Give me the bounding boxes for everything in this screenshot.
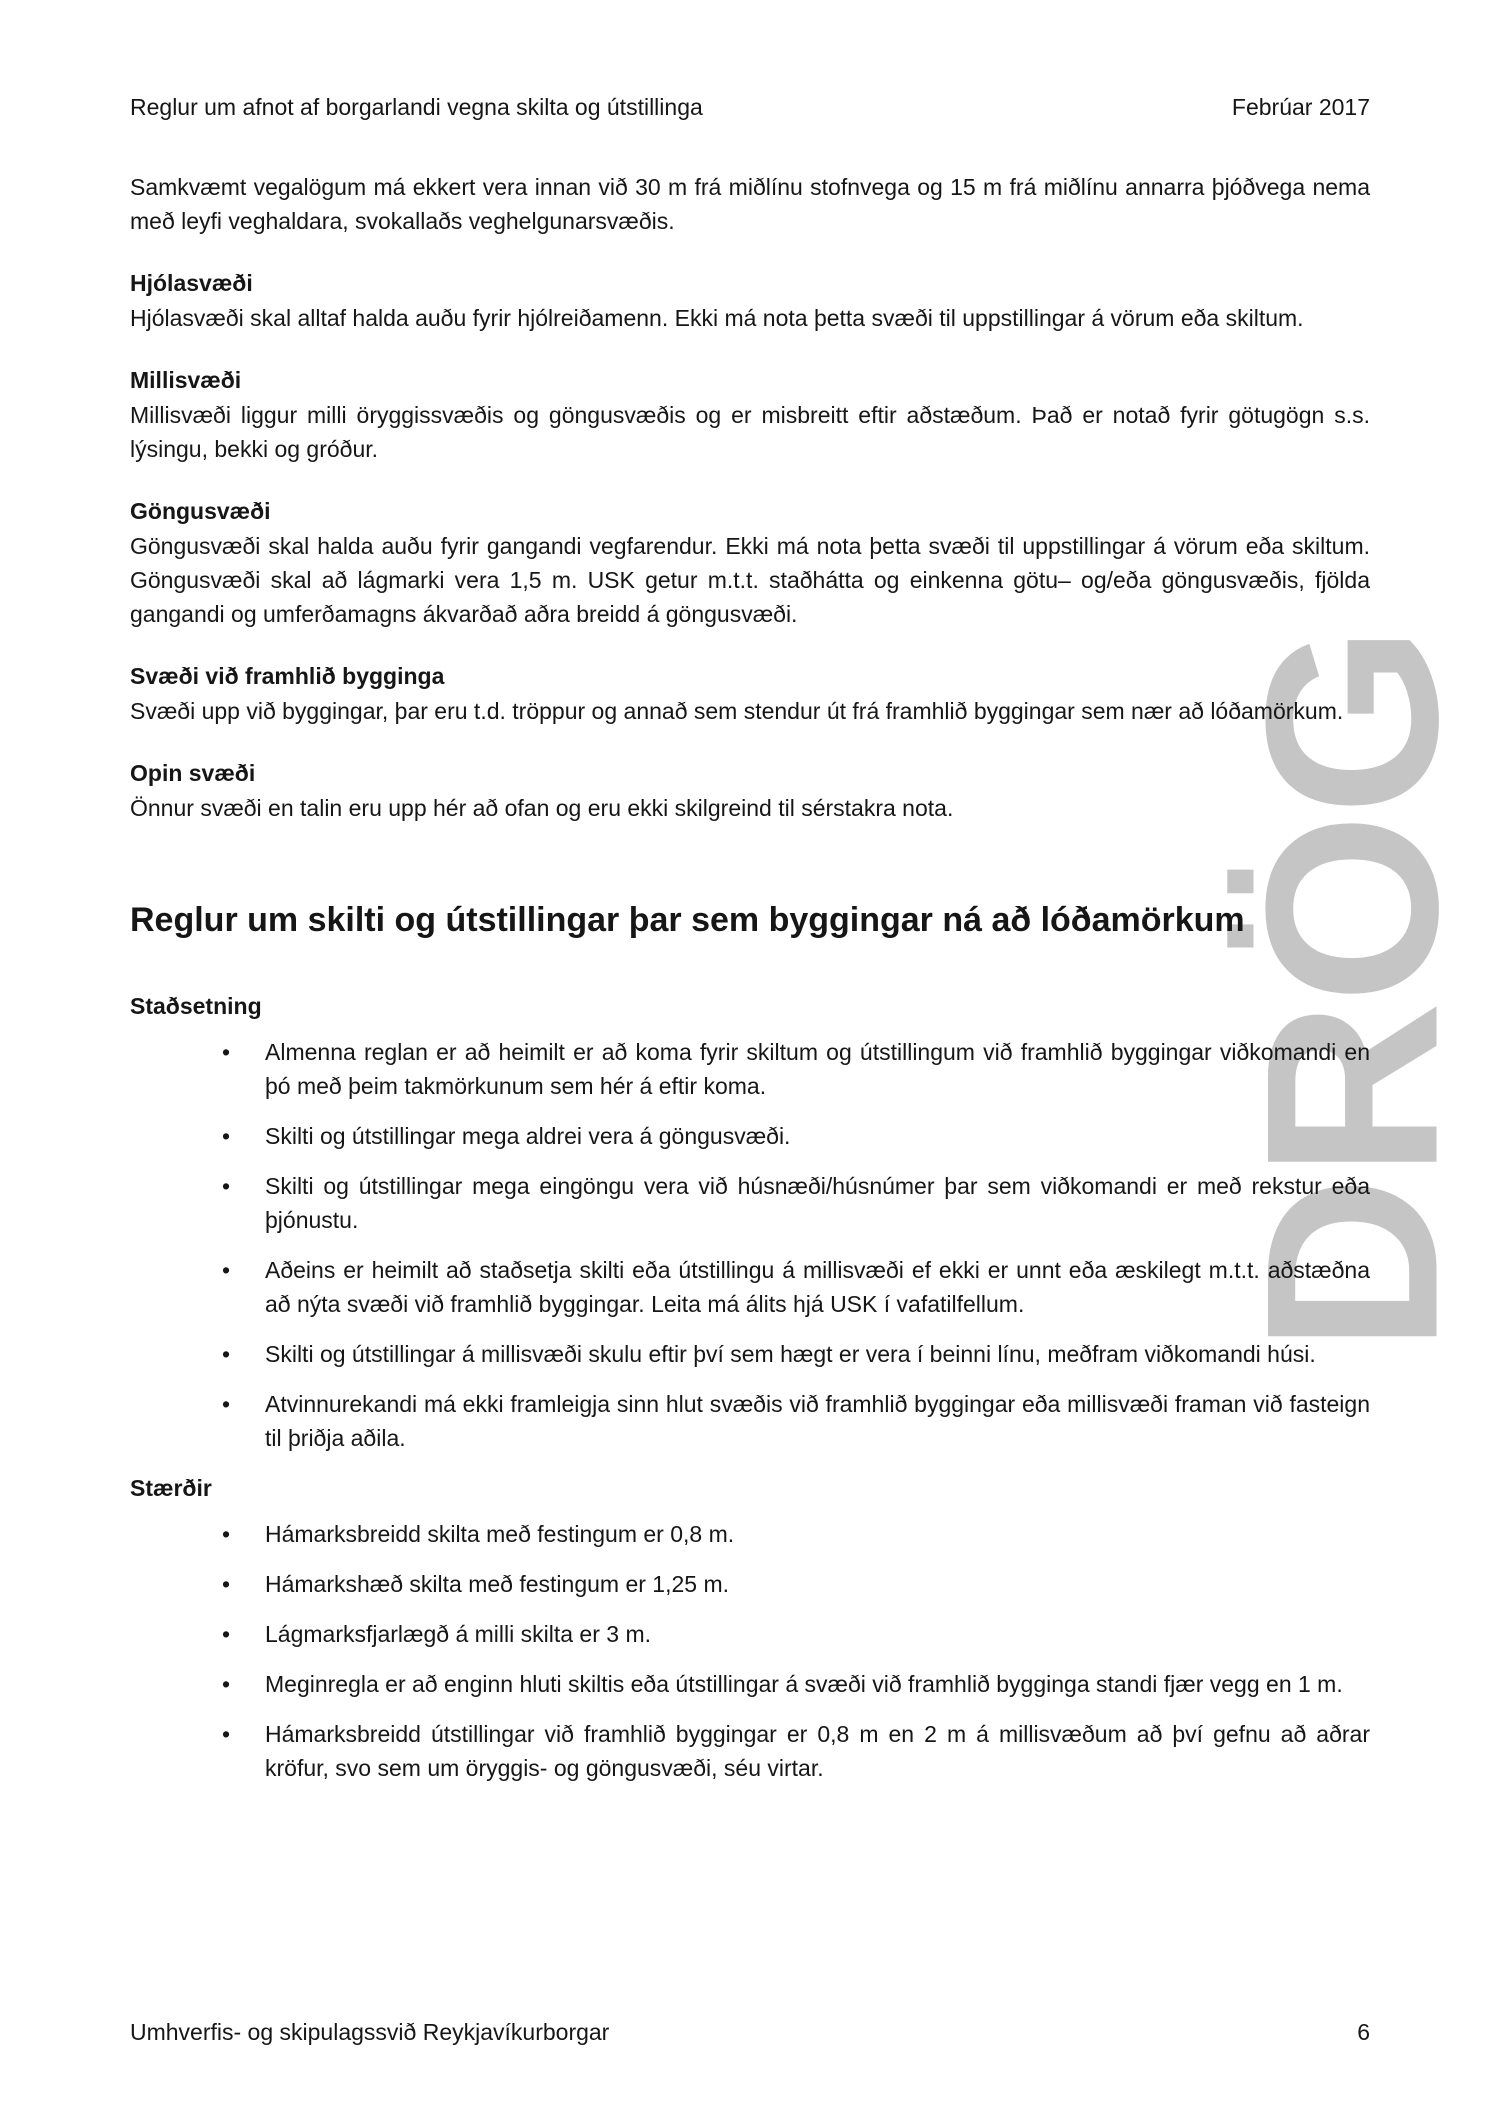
bullet-item: • Meginregla er að enginn hluti skiltis eða útstillingar á svæði við framhlið bygginga standi fjær vegg en 1 m. xyxy=(265,1667,1370,1701)
section-heading-hjolasvaedi: Hjólasvæði xyxy=(130,270,253,296)
section-heading-svaedi-vid-framhlid: Svæði við framhlið bygginga xyxy=(130,663,445,689)
footer-page-number: 6 xyxy=(1357,2019,1370,2045)
section-paragraph-hjolasvaedi: Hjólasvæði skal alltaf halda auðu fyrir hjólreiðamenn. Ekki má nota þetta svæði til uppstillingar á vörum eða skiltum. xyxy=(130,305,1304,331)
bullet-item: • Almenna reglan er að heimilt er að koma fyrir skiltum og útstillingum við framhlið byggingar viðkomandi en þó með þeim takmörkunum sem hér á eftir koma. xyxy=(265,1035,1370,1103)
bullet-item: • Skilti og útstillingar á millisvæði skulu eftir því sem hægt er vera í beinni línu, meðfram viðkomandi húsi. xyxy=(265,1337,1370,1371)
bullet-item: • Aðeins er heimilt að staðsetja skilti eða útstillingu á millisvæði ef ekki er unnt eða æskilegt m.t.t. aðstæðna að nýta svæði við framhlið byggingar. Leita má álits hjá USK í vafatilfellum. xyxy=(265,1253,1370,1321)
section-heading-opin-svaedi: Opin svæði xyxy=(130,760,256,786)
section-paragraph-opin-svaedi: Önnur svæði en talin eru upp hér að ofan og eru ekki skilgreind til sérstakra nota. xyxy=(130,795,954,821)
bullet-item: • Hámarksbreidd útstillingar við framhlið byggingar er 0,8 m en 2 m á millisvæðum að því gefnu að aðrar kröfur, svo sem um öryggis- og göngusvæði, séu virtar. xyxy=(265,1717,1370,1785)
section-heading-millisvaedi: Millisvæði xyxy=(130,367,242,393)
document-header-date: Febrúar 2017 xyxy=(1231,94,1370,120)
bullet-item: • Skilti og útstillingar mega eingöngu vera við húsnæði/húsnúmer þar sem viðkomandi er með rekstur eða þjónustu. xyxy=(265,1169,1370,1237)
bullet-item: • Hámarksbreidd skilta með festingum er 0,8 m. xyxy=(265,1517,1370,1551)
main-heading: Reglur um skilti og útstillingar þar sem byggingar ná að lóðamörkum xyxy=(130,901,1245,939)
document-header xyxy=(130,90,1370,124)
section-paragraph-gongusvaedi: Göngusvæði skal halda auðu fyrir gangandi vegfarendur. Ekki má nota þetta svæði til uppstillingar á vörum eða skiltum. Göngusvæði skal að lágmarki vera 1,5 m. USK getur m.t.t. staðhátta og einkenna götu– og/eða göngusvæðis, fjölda gangandi og umferðamagns ákvarðað aðra breidd á göngusvæði. xyxy=(130,533,1370,627)
intro-paragraph: Samkvæmt vegalögum má ekkert vera innan við 30 m frá miðlínu stofnvega og 15 m frá miðlínu annarra þjóðvega nema með leyfi veghaldara, svokallaðs veghelgunarsvæðis. xyxy=(130,174,1370,234)
section-paragraph-svaedi-vid-framhlid: Svæði upp við byggingar, þar eru t.d. tröppur og annað sem stendur út frá framhlið byggingar sem nær að lóðamörkum. xyxy=(130,698,1344,724)
list-heading-staerdir: Stærðir xyxy=(130,1475,212,1501)
document-footer xyxy=(130,2015,1370,2049)
bullet-item: • Hámarkshæð skilta með festingum er 1,25 m. xyxy=(265,1567,1370,1601)
stadsetning-bullet-list xyxy=(130,1035,1370,1455)
bullet-item: • Skilti og útstillingar mega aldrei vera á göngusvæði. xyxy=(265,1119,1370,1153)
section-heading-gongusvaedi: Göngusvæði xyxy=(130,498,271,524)
bullet-item: • Lágmarksfjarlægð á milli skilta er 3 m. xyxy=(265,1617,1370,1651)
section-paragraph-millisvaedi: Millisvæði liggur milli öryggissvæðis og göngusvæðis og er misbreitt eftir aðstæðum. Það er notað fyrir götugögn s.s. lýsingu, bekki og gróður. xyxy=(130,402,1370,462)
footer-organization: Umhverfis- og skipulagssvið Reykjavíkurborgar xyxy=(130,2019,610,2045)
bullet-item: • Atvinnurekandi má ekki framleigja sinn hlut svæðis við framhlið byggingar eða millisvæði framan við fasteign til þriðja aðila. xyxy=(265,1387,1370,1455)
list-heading-stadsetning: Staðsetning xyxy=(130,993,262,1019)
document-header-title: Reglur um afnot af borgarlandi vegna skilta og útstillinga xyxy=(130,94,703,120)
staerdir-bullet-list xyxy=(130,1517,1370,1785)
draft-watermark: DRÖG xyxy=(1214,627,1489,1353)
